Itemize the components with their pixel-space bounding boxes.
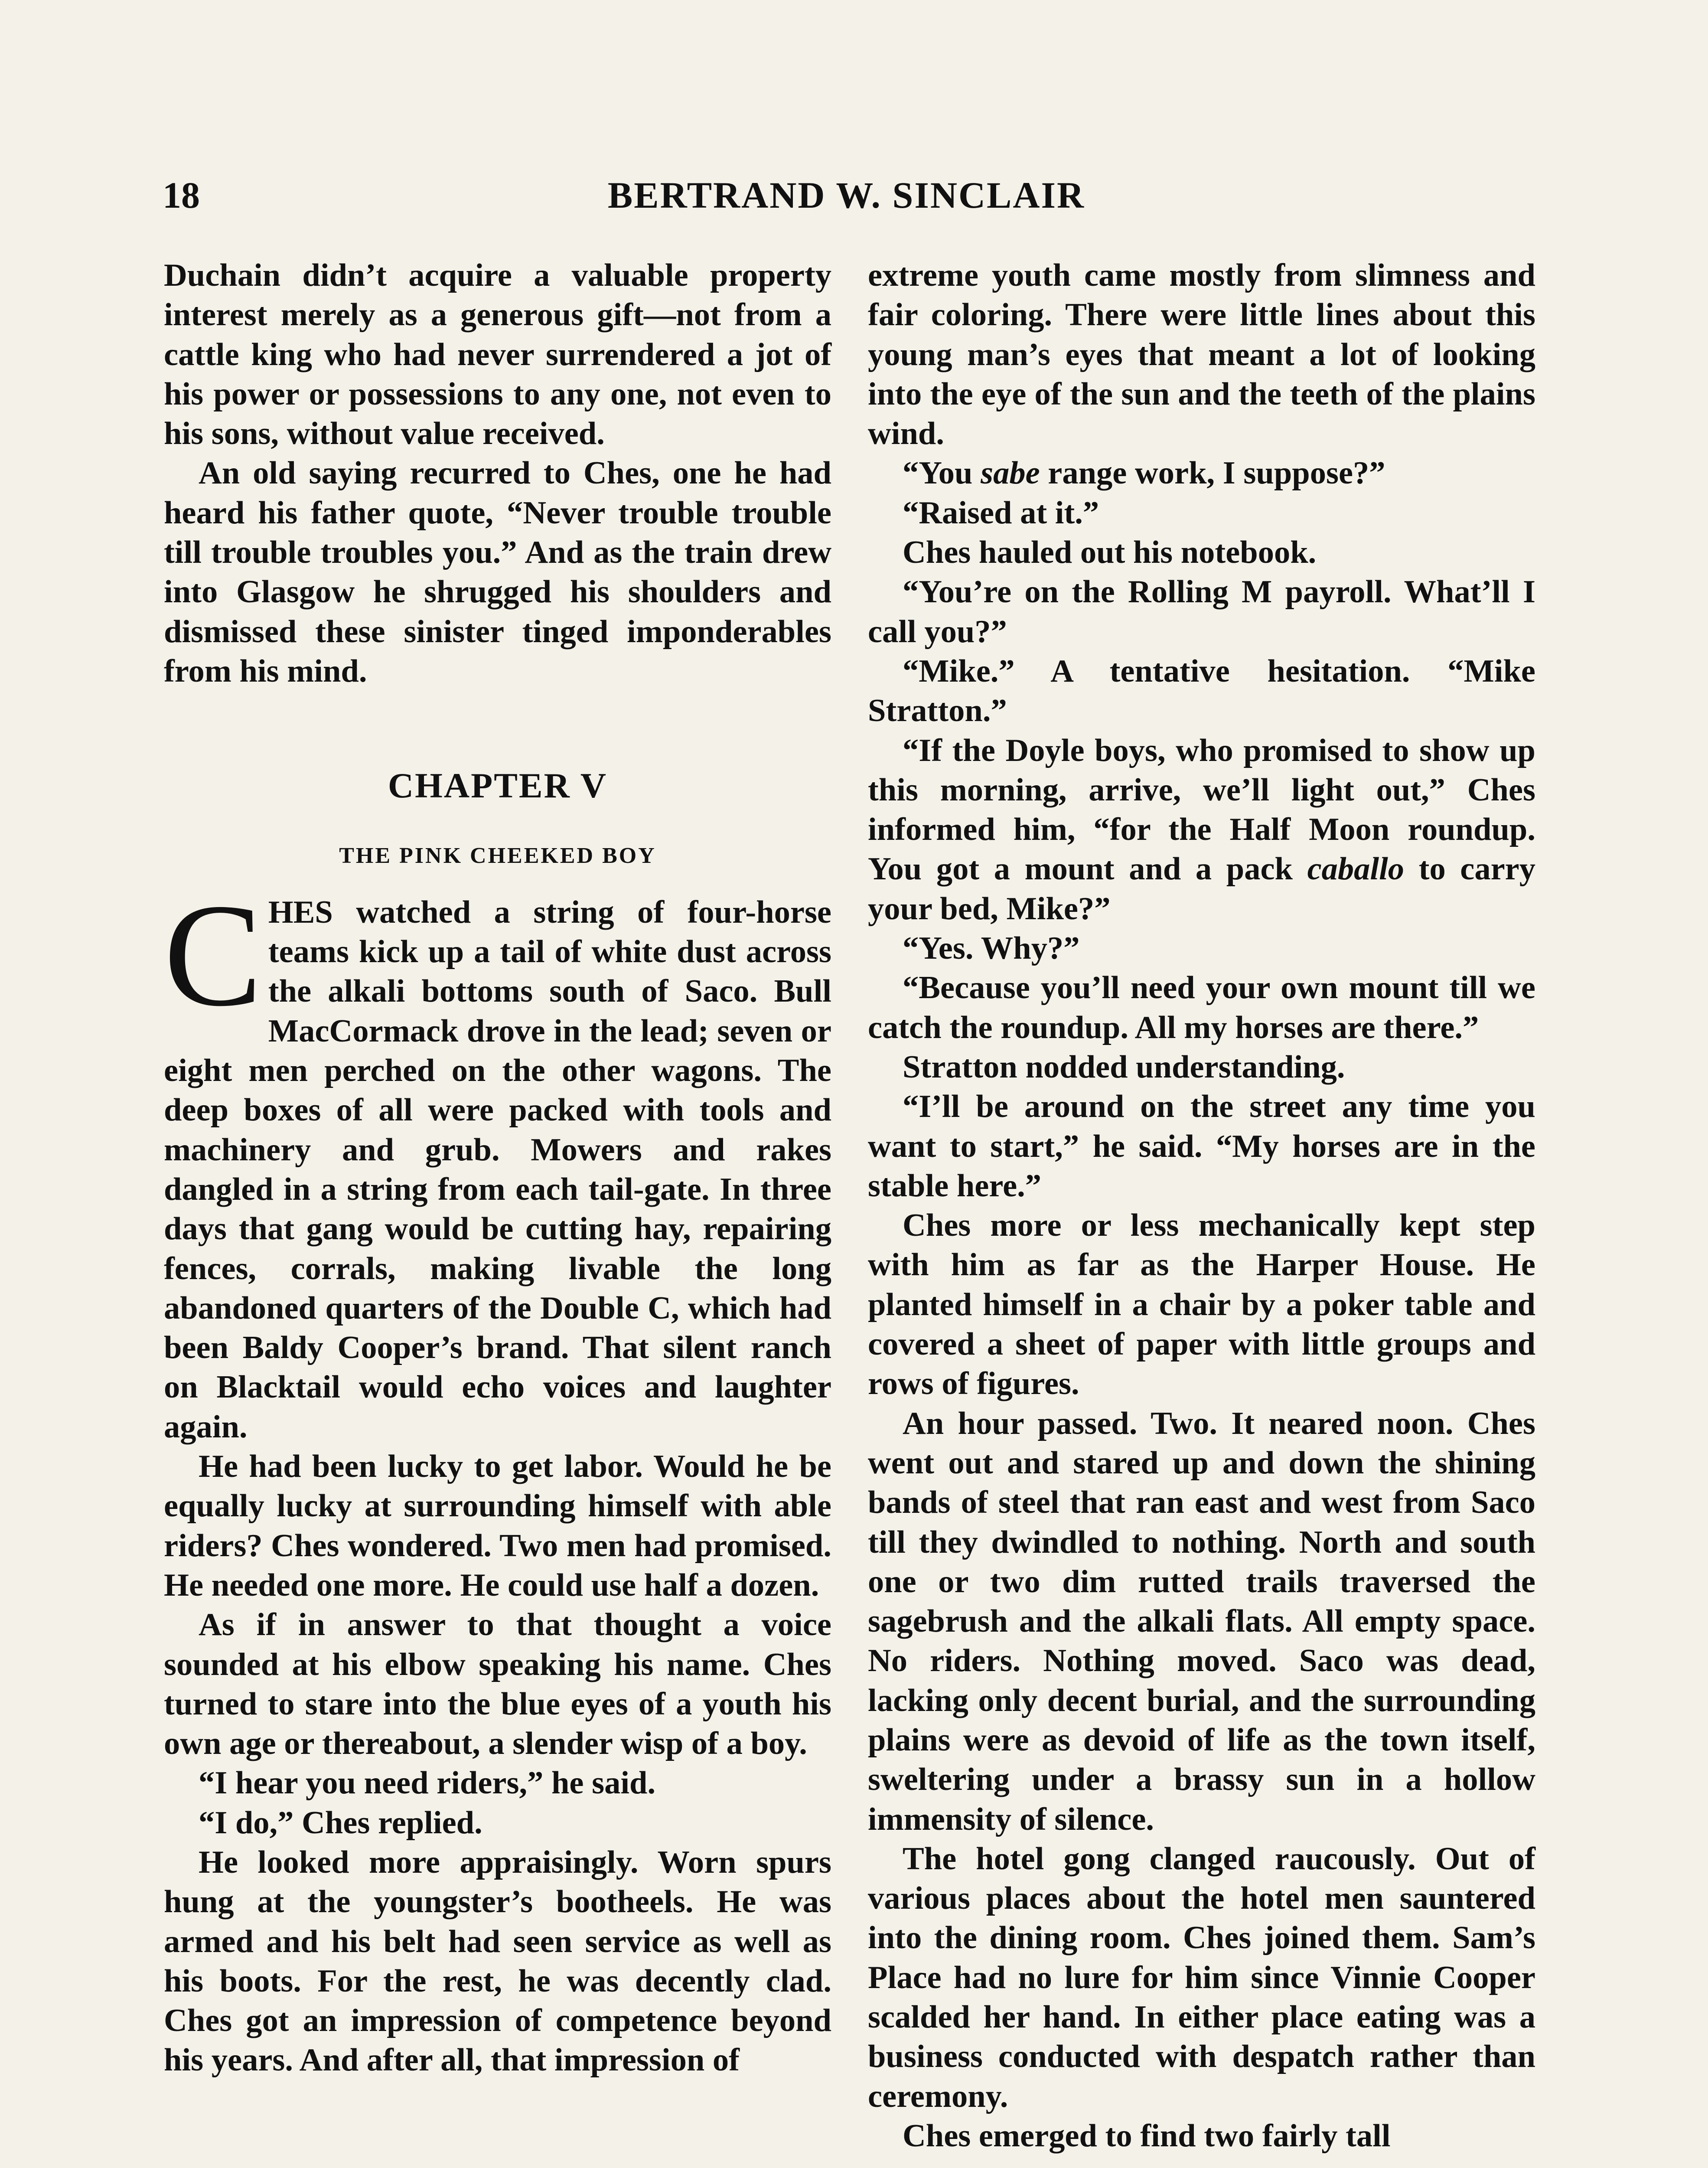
paragraph: “I do,” Ches replied. (199, 1805, 482, 1841)
paragraph: extreme youth came mostly from slimness and fair coloring. There were little lines about this young man’s eyes that meant a lot of looking into the eye of the sun and the teeth of the plains wind. (868, 258, 1535, 452)
paragraph: “Because you’ll need your own mount till we catch the roundup. All my horses are there.” (868, 970, 1535, 1045)
page-number: 18 (163, 174, 200, 216)
paragraph: An hour passed. Two. It neared noon. Ches went out and stared up and down the shining bands of steel that ran east and west from Saco till they dwindled to nothing. North and south one or two dim rutted trails traversed the sagebrush and the alkali flats. All empty space. No riders. Nothing moved. Saco was dead, lacking only decent burial, and the surrounding plains were as devoid of life as the town itself, sweltering under a brassy sun in a hollow immensity of silence. (868, 1405, 1535, 1837)
chapter-title: CHAPTER V (388, 766, 608, 806)
paragraph: “Yes. Why?” (903, 931, 1080, 966)
left-column (164, 256, 831, 2080)
page-header (163, 171, 1530, 219)
paragraph: “I hear you need riders,” he said. (199, 1765, 656, 1801)
paragraph: An old saying recurred to Ches, one he had heard his father quote, “Never trouble trouble till trouble troubles you.” And as the train drew into Glasgow he shrugged his shoulders and dismissed these sinister tinged imponderables from his mind. (164, 455, 831, 689)
paragraph-text: to carry your bed, Mike?” (868, 851, 1535, 927)
paragraph: “I’ll be around on the street any time you want to start,” he said. “My horses are in the stable here.” (868, 1089, 1535, 1204)
running-title: BERTRAND W. SINCLAIR (607, 174, 1085, 216)
chapter-opening-paragraph (164, 873, 831, 1447)
paragraph-text: HES watched a string of four-horse teams kick up a tail of white dust across the alkali bottoms south of Saco. Bull MacCormack drove in the lead; seven or eight men perched on the other wagons. The deep boxes of all were packed with tools and machinery and grub. Mowers and rakes dangled in a string from each tail-gate. In three days that gang would be cutting hay, repairing fences, corrals, making livable the long abandoned quarters of the Double C, which had been Baldy Cooper’s brand. That silent ranch on Blacktail would echo voices and laughter again. (164, 894, 831, 1445)
paragraph-text: range work, I suppose?” (1040, 455, 1385, 491)
chapter-subtitle: THE PINK CHEEKED BOY (339, 843, 656, 868)
paragraph: Ches more or less mechanically kept step with him as far as the Harper House. He planted himself in a chair by a poker table and covered a sheet of paper with little groups and rows of figures. (868, 1208, 1535, 1402)
paragraph (868, 454, 1535, 493)
paragraph: Ches hauled out his notebook. (903, 535, 1317, 571)
paragraph: “Mike.” A tentative hesitation. “Mike Stratton.” (868, 653, 1535, 729)
paragraph: As if in answer to that thought a voice sounded at his elbow speaking his name. Ches turned to stare into the blue eyes of a youth his own age or thereabout, a slender wisp of a boy. (164, 1607, 831, 1762)
paragraph-text: “You (903, 455, 981, 491)
paragraph: Ches emerged to find two fairly tall (903, 2118, 1391, 2154)
paragraph-text: “If the Doyle boys, who promised to show up this morning, arrive, we’ll light out,” Ches informed him, “for the Half Moon roundup. You got a mount and a pack (868, 732, 1535, 887)
paragraph: “Raised at it.” (903, 495, 1099, 531)
italic-word: caballo (1307, 851, 1405, 887)
paragraph: He looked more appraisingly. Worn spurs hung at the youngster’s bootheels. He was armed and his belt had seen service as well as his boots. For the rest, he was decently clad. Ches got an impression of competence beyond his years. And after all, that impression of (164, 1844, 831, 2078)
drop-cap: C (164, 873, 262, 1037)
paragraph: He had been lucky to get labor. Would he be equally lucky at surrounding himself with able riders? Ches wondered. Two men had promised. He needed one more. He could use half a dozen. (164, 1449, 831, 1603)
italic-word: sabe (981, 455, 1040, 491)
paragraph: Stratton nodded understanding. (903, 1049, 1345, 1085)
right-column (868, 256, 1535, 2156)
paragraph: Duchain didn’t acquire a valuable property interest merely as a generous gift—not from a cattle king who had never surrendered a jot of his power or possessions to any one, not even to his sons, without value received. (164, 258, 831, 452)
paragraph (868, 731, 1535, 929)
paragraph: “You’re on the Rolling M payroll. What’ll I call you?” (868, 574, 1535, 650)
paragraph: The hotel gong clanged raucously. Out of various places about the hotel men sauntered into the dining room. Ches joined them. Sam’s Place had no lure for him since Vinnie Cooper scalded her hand. In either place eating was a business conducted with despatch rather than ceremony. (868, 1841, 1535, 2114)
